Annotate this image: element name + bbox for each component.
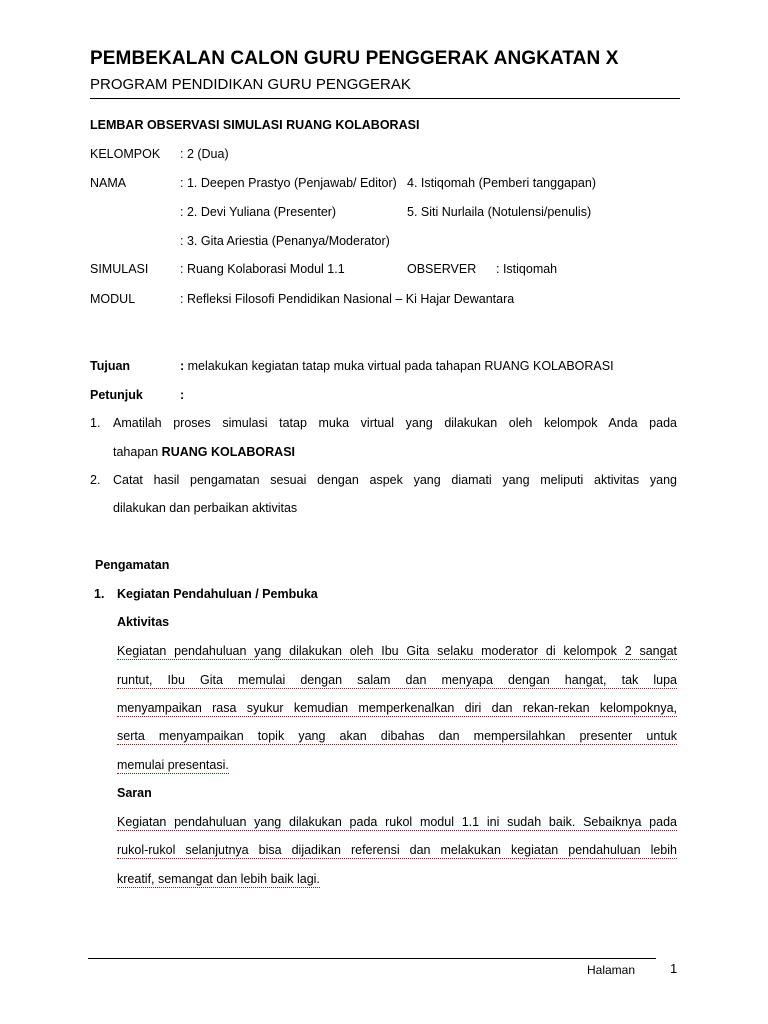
document-subtitle: PROGRAM PENDIDIKAN GURU PENGGERAK [90,76,411,93]
tujuan-text [180,359,614,373]
instruction-1-number: 1. [90,416,101,430]
form-heading: LEMBAR OBSERVASI SIMULASI RUANG KOLABORASI [90,118,420,132]
aktivitas-line-1: Kegiatan pendahuluan yang dilakukan oleh Ibu Gita selaku moderator di kelompok 2 sangat [117,644,677,658]
aktivitas-line-5: memulai presentasi. [117,758,229,772]
footer-page-number: 1 [670,961,678,976]
tujuan-value: melakukan kegiatan tatap muka virtual pada tahapan RUANG KOLABORASI [184,359,614,373]
kelompok-label: KELOMPOK [90,147,161,161]
aktivitas-line-3: menyampaikan rasa syukur kemudian memperkenalkan diri dan rekan-rekan kelompoknya, [117,701,677,715]
member-2: : 2. Devi Yuliana (Presenter) [180,205,337,219]
modul-value: : Refleksi Filosofi Pendidikan Nasional – Ki Hajar Dewantara [180,292,515,306]
member-1: : 1. Deepen Prastyo (Penjawab/ Editor) [180,176,397,190]
kelompok-value: : 2 (Dua) [180,147,229,161]
instruction-1-emphasis: RUANG KOLABORASI [161,445,296,459]
saran-line-3: kreatif, semangat dan lebih baik lagi. [117,872,320,886]
saran-line-2: rukol-rukol selanjutnya bisa dijadikan referensi dan melakukan kegiatan pendahuluan lebih [117,843,677,857]
instruction-2-number: 2. [90,473,101,487]
nama-label: NAMA [90,176,127,190]
simulasi-label: SIMULASI [90,262,149,276]
instruction-1-line1: Amatilah proses simulasi tatap muka virtual yang dilakukan oleh kelompok Anda pada [113,416,677,430]
petunjuk-label: Petunjuk [90,388,143,402]
simulasi-value: : Ruang Kolaborasi Modul 1.1 [180,262,345,276]
member-3: : 3. Gita Ariestia (Penanya/Moderator) [180,234,390,248]
section-1-title: Kegiatan Pendahuluan / Pembuka [117,587,318,601]
petunjuk-colon: : [180,388,185,402]
section-1-number: 1. [94,587,105,601]
modul-label: MODUL [90,292,136,306]
observer-label: OBSERVER [407,262,477,276]
aktivitas-line-4: serta menyampaikan topik yang akan dibahas dan mempersilahkan presenter untuk [117,729,677,743]
header-divider [90,98,680,99]
pengamatan-heading: Pengamatan [95,558,170,572]
member-5: 5. Siti Nurlaila (Notulensi/penulis) [407,205,592,219]
footer-page-label: Halaman [587,963,636,977]
saran-label: Saran [117,786,152,800]
footer-divider [88,958,656,959]
observer-value: : Istiqomah [496,262,558,276]
aktivitas-line-2: runtut, Ibu Gita memulai dengan salam dan menyapa dengan hangat, tak lupa [117,673,677,687]
member-4: 4. Istiqomah (Pemberi tanggapan) [407,176,596,190]
saran-line-1: Kegiatan pendahuluan yang dilakukan pada rukol modul 1.1 ini sudah baik. Sebaiknya pada [117,815,677,829]
tujuan-label: Tujuan [90,359,131,373]
document-title: PEMBEKALAN CALON GURU PENGGERAK ANGKATAN X [90,48,619,69]
aktivitas-label: Aktivitas [117,615,170,629]
instruction-2-line1: Catat hasil pengamatan sesuai dengan aspek yang diamati yang meliputi aktivitas yang [113,473,677,487]
instruction-1-line2 [113,445,295,459]
instruction-1-prefix: tahapan [113,445,162,459]
tujuan-colon: : [180,359,185,373]
instruction-2-line2: dilakukan dan perbaikan aktivitas [113,501,298,515]
